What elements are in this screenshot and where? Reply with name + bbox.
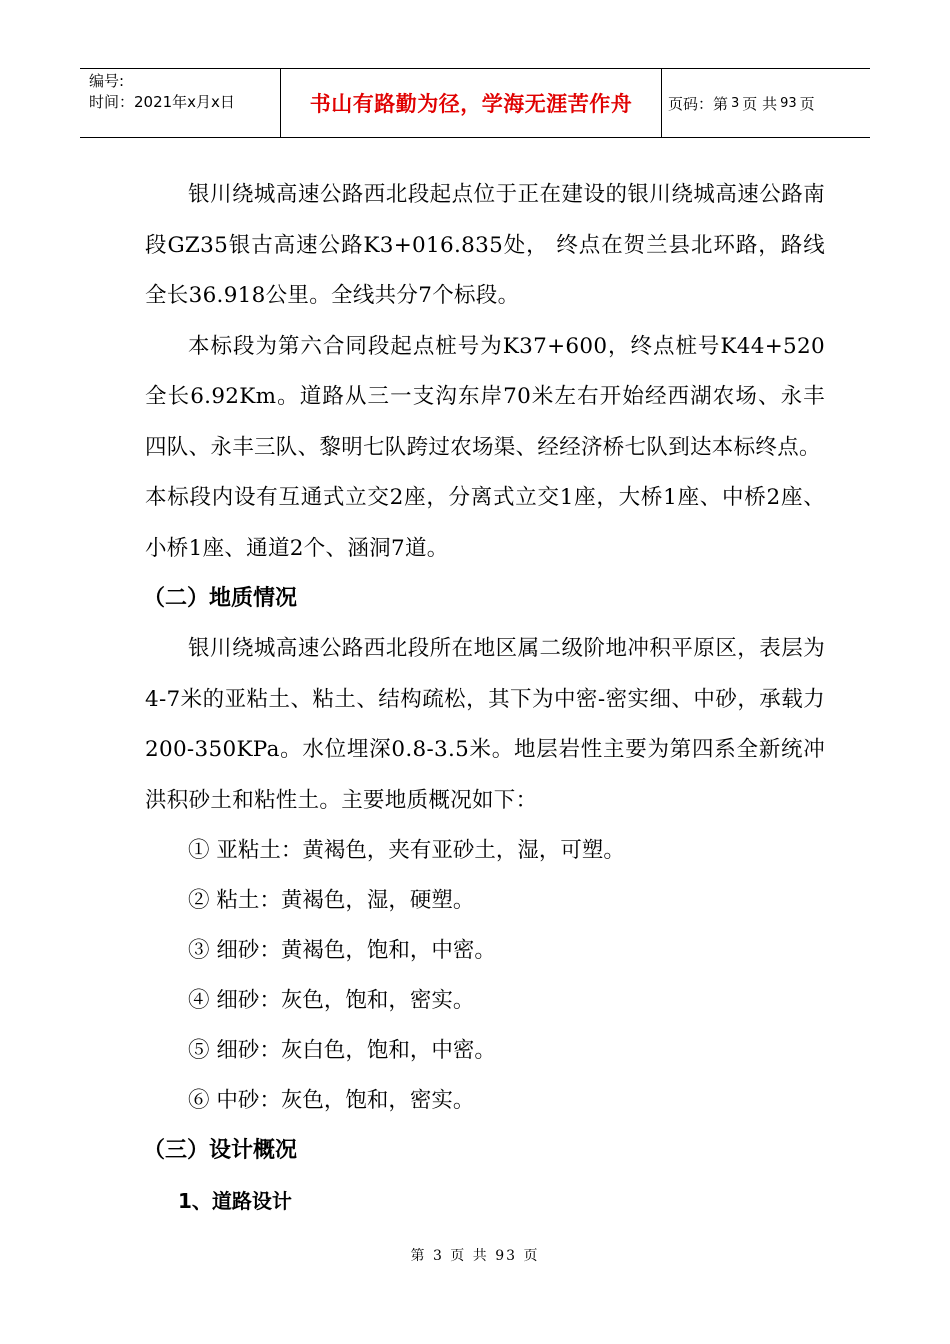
list-item: ① 亚粘土：黄褐色，夹有亚砂土，湿，可塑。: [188, 838, 625, 863]
header-page-number: [662, 69, 870, 137]
serial-label: 编号:: [89, 72, 125, 90]
paragraph-geology: 银川绕城高速公路西北段所在地区属二级阶地冲积平原区，表层为4-7米的亚粘土、粘土、结构疏松，其下为中密-密实细、中砂，承载力200-350KPa。水位埋深0.8-3.5米。地层岩性主要为第四系全新统冲洪积砂土和粘性土。主要地质概况如下：: [145, 636, 825, 813]
date-text: 时间：2021年x月x日: [89, 93, 235, 111]
page-current: 3: [731, 95, 740, 111]
list-item: ⑤ 细砂：灰白色，饱和，中密。: [188, 1038, 496, 1063]
heading-road-design: 1、道路设计: [178, 1189, 292, 1213]
paragraph-structures: 本标段内设有互通式立交2座，分离式立交1座，大桥1座、中桥2座、小桥1座、通道2个、涵洞7道。: [145, 485, 825, 561]
header-motto: 书山有路勤为径，学海无涯苦作舟: [281, 69, 662, 137]
page-total: 93: [780, 95, 797, 111]
page-header: [80, 68, 870, 138]
paragraph-overview: 银川绕城高速公路西北段起点位于正在建设的银川绕城高速公路南段GZ35银古高速公路K3+016.835处， 终点在贺兰县北环路，路线全长36.918公里。全线共分7个标段。: [145, 182, 825, 308]
page-prefix: 页码：第: [668, 94, 729, 113]
heading-design: （三）设计概况: [143, 1138, 298, 1163]
header-meta: [80, 69, 281, 137]
heading-geology: （二）地质情况: [143, 586, 298, 611]
page-footer: 第 3 页 共 93 页: [410, 1248, 540, 1264]
list-item: ② 粘土：黄褐色，湿，硬塑。: [188, 888, 475, 913]
document-body: [145, 170, 825, 1226]
page-mid: 页 共: [742, 94, 778, 113]
list-item: ④ 细砂：灰色，饱和，密实。: [188, 988, 475, 1013]
page-suffix: 页: [799, 94, 815, 113]
list-item: ③ 细砂：黄褐色，饱和，中密。: [188, 938, 496, 963]
list-item: ⑥ 中砂：灰色，饱和，密实。: [188, 1088, 475, 1113]
paragraph-section-range: 本标段为第六合同段起点桩号为K37+600，终点桩号K44+520全长6.92Km。道路从三一支沟东岸70米左右开始经西湖农场、永丰四队、永丰三队、黎明七队跨过农场渠、经经济桥七队到达本标终点。: [145, 333, 825, 460]
